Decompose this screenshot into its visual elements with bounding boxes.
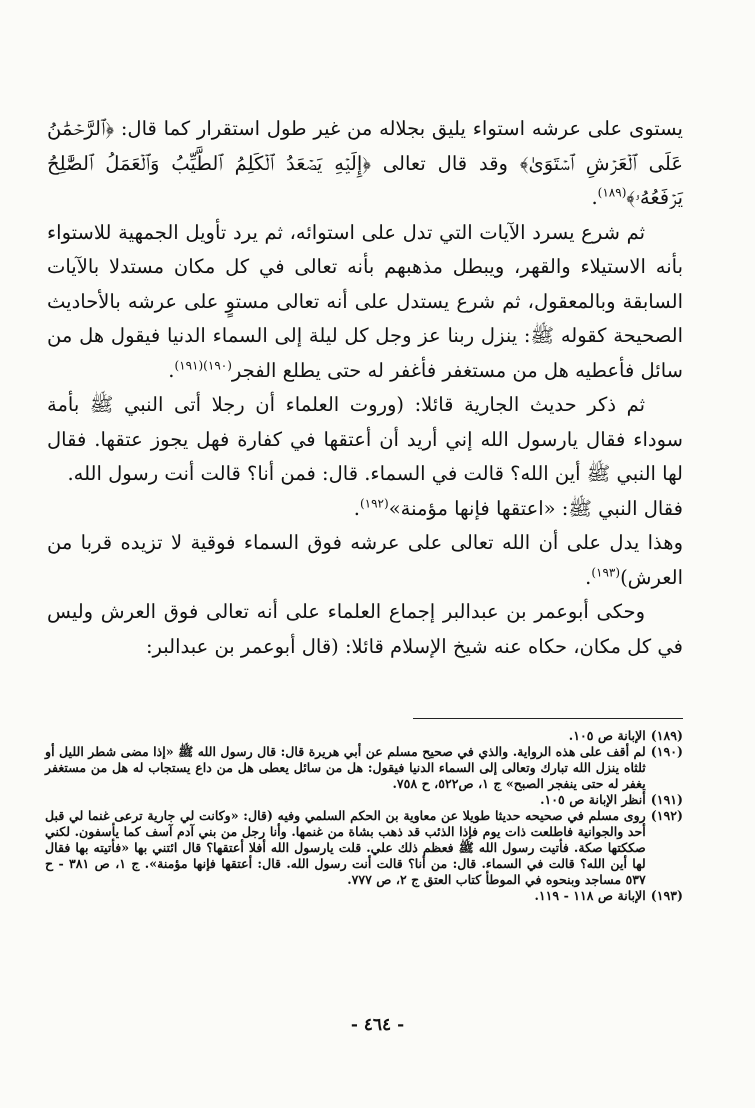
paragraph-5-end: . <box>585 565 592 589</box>
footnote-ref-192: (١٩٢) <box>359 496 389 510</box>
footnote-divider <box>413 718 683 719</box>
page-number: - ٤٦٤ - <box>350 1015 405 1035</box>
footnote-193 <box>45 888 683 904</box>
paragraph-6-text: وحكى أبوعمر بن عبدالبر إجماع العلماء على أنه تعالى فوق العرش وليس في كل مكان، حكاه عنه شيخ الإسلام قائلا: (قال أبوعمر بن عبدالبر: <box>47 600 683 658</box>
footnote-ref-189: (١٨٩) <box>597 185 627 200</box>
footnote-number: (١٩٣) <box>650 888 683 903</box>
paragraph-2 <box>47 216 683 389</box>
footnote-190 <box>45 744 683 792</box>
paragraph-3-text: ثم ذكر حديث الجارية قائلا: (وروت العلماء أن رجلا أتى النبي ﷺ بأمة سوداء فقال يارسول الله إني أريد أن أعتقها في كفارة فهل يجوز عتقها. فقال لها النبي ﷺ أين الله؟ قالت في السماء. قال: فمن أنا؟ قالت أنت رسول الله. <box>47 393 683 485</box>
paragraph-6 <box>47 595 683 664</box>
footnotes <box>45 728 683 904</box>
footnote-text: الإبانة ص ١١٨ - ١١٩. <box>534 888 646 903</box>
footnote-text: روى مسلم في صحيحه حديثا طويلا عن معاوية بن الحكم السلمي وفيه (قال: «وكانت لي جارية ترعى غنما لي قبل أحد والجوانية فاطلعت ذات يوم فإذا الذئب قد ذهب بشاة من غنمها. وأنا رجل من بني آدم آسف كما يأسفون. لكني صككتها صكة. فأتيت رسول الله ﷺ فعظم ذلك علي. قلت يارسول الله أفلا أعتقها؟ قال ائتني بها «فأتيته بها فقال لها أين الله؟ قالت في السماء. قال: من أنا؟ قالت أنت رسول الله. قال: أعتقها فإنها مؤمنة». ج ١، ص ٣٨١ - ح ٥٣٧ مساجد وبنحوه في الموطأ كتاب العتق ج ٢، ص ٧٧٧. <box>45 808 646 887</box>
main-text <box>47 112 683 664</box>
paragraph-1-text: يستوى على عرشه استواء يليق بجلاله من غير طول استقرار كما قال: ﴿ٱلرَّحۡمَٰنُ عَلَى ٱلۡعَرۡشِ ٱسۡتَوَىٰ﴾ وقد قال تعالى ﴿إِلَيۡهِ يَصۡعَدُ ٱلۡكَلِمُ ٱلطَّيِّبُ وَٱلۡعَمَلُ ٱلصَّٰلِحُ يَرۡفَعُهُۥ﴾ <box>47 117 683 209</box>
footnote-ref-193: (١٩٣) <box>591 565 621 579</box>
footnote-number: (١٩١) <box>650 792 683 807</box>
paragraph-3 <box>47 388 683 492</box>
footnote-text: أنظر الإبانة ص ١٠٥. <box>540 792 646 807</box>
paragraph-5 <box>47 526 683 595</box>
footnote-text: لم أقف على هذه الرواية. والذي في صحيح مسلم عن أبي هريرة قال: قال رسول الله ﷺ «إذا مضى شطر الليل أو ثلثاه ينزل الله تبارك وتعالى إلى السماء الدنيا فيقول: هل من سائل يعطى هل من داع يستجاب له هل من مستغفر يغفر له حتى ينفجر الصبح» ج ١، ص٥٢٢، ح ٧٥٨. <box>45 744 646 791</box>
footnote-number: (١٨٩) <box>650 728 683 743</box>
footnote-number: (١٩٢) <box>650 808 683 823</box>
footnote-189 <box>45 728 683 744</box>
paragraph-4-text: فقال النبي ﷺ: «اعتقها فإنها مؤمنة» <box>388 496 683 520</box>
footnote-number: (١٩٠) <box>650 744 683 759</box>
footnote-text: الإبانة ص ١٠٥. <box>568 728 646 743</box>
paragraph-5-text: وهذا يدل على أن الله تعالى على عرشه فوق السماء فوقية لا تزيده قربا من العرش) <box>47 531 683 589</box>
paragraph-2-end: . <box>168 358 175 382</box>
paragraph-4-end: . <box>353 496 360 520</box>
paragraph-4 <box>47 492 683 527</box>
footnote-191 <box>45 792 683 808</box>
footnote-ref-190-191: (١٩٠)(١٩١) <box>174 358 232 372</box>
paragraph-2-text: ثم شرع يسرد الآيات التي تدل على استوائه، ثم يرد تأويل الجمهية للاستواء بأنه الاستيلاء والقهر، ويبطل مذهبهم بأنه تعالى في كل مكان مستدلا بالآيات السابقة وبالمعقول، ثم شرع يستدل على أنه تعالى مستوٍ على عرشه بالأحاديث الصحيحة كقوله ﷺ: ينزل ربنا عز وجل كل ليلة إلى السماء الدنيا فيقول هل من سائل فأعطيه هل من مستغفر فأغفر له حتى يطلع الفجر <box>47 220 683 382</box>
paragraph-1 <box>47 112 683 216</box>
paragraph-1-end: . <box>591 186 598 209</box>
footnote-192 <box>45 808 683 888</box>
